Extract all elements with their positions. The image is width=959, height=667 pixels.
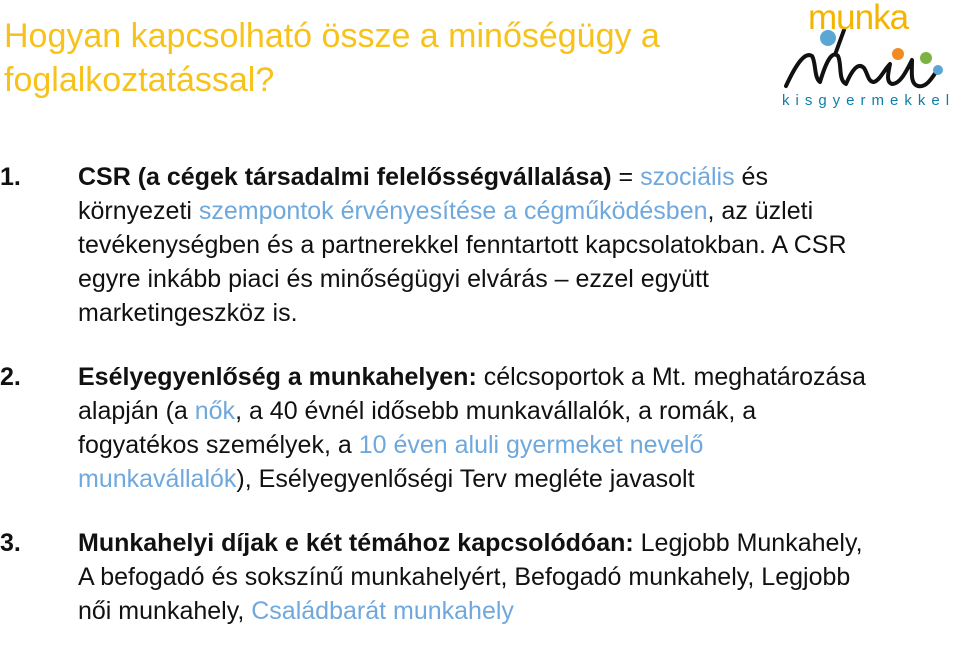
highlighted-term: Családbarát munkahely bbox=[251, 597, 514, 625]
text-segment: Esélyegyenlőség a munkahelyen: bbox=[78, 363, 477, 391]
slide-title: Hogyan kapcsolható össze a minőségügy a foglalkoztatással? bbox=[4, 17, 660, 99]
text-segment: CSR (a cégek társadalmi felelősségvállalása) bbox=[78, 163, 612, 191]
text-segment: , az üzleti tevékenységben és a partnerekkel fenntartott kapcsolatokban. A CSR egyre inkább piaci és minőségügyi elvárás – ezzel együtt marketingeszköz is. bbox=[78, 197, 847, 327]
logo-subtitle: kisgyermekkel bbox=[782, 92, 956, 109]
highlighted-term: nők bbox=[194, 397, 236, 425]
text-segment: célcsoportok a Mt. meghatározása alapján (a bbox=[78, 363, 866, 425]
item-text bbox=[78, 529, 863, 625]
text-segment: = bbox=[611, 163, 641, 191]
item-number: 1. bbox=[0, 163, 21, 191]
list-item bbox=[0, 526, 881, 628]
highlighted-term: 10 éven aluli gyermeket nevelő munkavállalók bbox=[78, 431, 704, 493]
list-item bbox=[0, 160, 881, 330]
item-text bbox=[78, 363, 866, 493]
text-segment: , a 40 évnél idősebb munkavállalók, a romák, a fogyatékos személyek, a bbox=[78, 397, 757, 459]
text-segment: és környezeti bbox=[78, 163, 768, 225]
logo-word-munka: munka bbox=[808, 0, 909, 37]
highlighted-term: szempontok érvényesítése a cégműködésben bbox=[198, 197, 708, 225]
item-text bbox=[78, 163, 847, 327]
highlighted-term: szociális bbox=[640, 163, 735, 191]
bullet-list bbox=[0, 160, 959, 628]
item-number: 2. bbox=[0, 363, 21, 391]
item-number: 3. bbox=[0, 529, 21, 557]
text-segment: Legjobb Munkahely, A befogadó és sokszínű munkahelyért, Befogadó munkahely, Legjobb női munkahely, bbox=[78, 529, 863, 625]
text-segment: ), Esélyegyenlőségi Terv megléte javasolt bbox=[236, 465, 695, 493]
text-segment: Munkahelyi díjak e két témához kapcsolódóan: bbox=[78, 529, 634, 557]
munka-muki-logo bbox=[776, 0, 959, 122]
list-item bbox=[0, 360, 881, 496]
